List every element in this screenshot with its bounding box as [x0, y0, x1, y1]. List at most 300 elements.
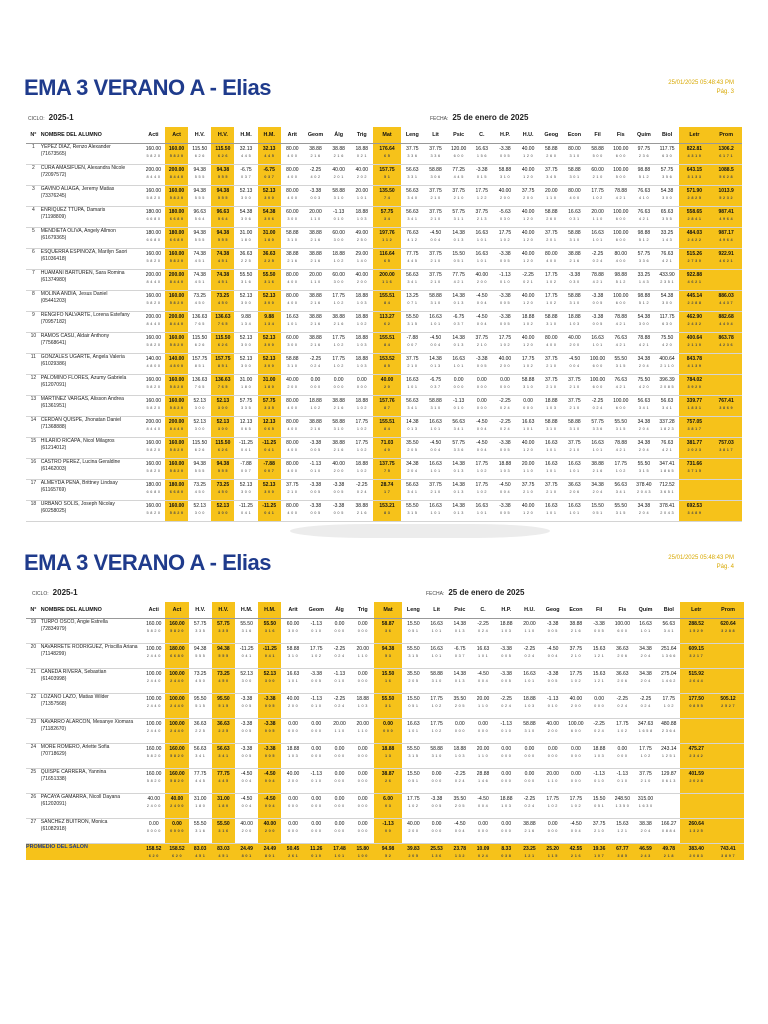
ciclo-label: CICLO: [32, 591, 49, 597]
answer-digits: 3 8 1 7 [687, 427, 702, 431]
score-value: 784.02 [686, 377, 703, 383]
average-cell [328, 844, 351, 860]
score-cell [517, 165, 540, 186]
column-header: Lit [424, 127, 447, 144]
score-cell [564, 769, 587, 794]
answer-digits: 0 0 0 [501, 829, 512, 833]
score-value: 34.38 [406, 461, 419, 467]
answer-digits: 3 3 6 [638, 259, 649, 263]
score-value [710, 480, 742, 489]
score-value: 38.88 [309, 314, 322, 320]
score-cell [447, 396, 470, 417]
score-value: 571.90 [686, 188, 703, 194]
score-cell [632, 165, 655, 186]
answer-digits: 3 0 6 [264, 217, 275, 221]
student-name-cell [41, 396, 142, 417]
score-cell [258, 480, 281, 501]
student-code: (61165769) [40, 487, 66, 493]
answer-digits: 1 0 1 [430, 511, 441, 515]
answer-digits: 2 1 0 [430, 259, 441, 263]
score-value: 14.38 [452, 461, 465, 467]
score-cell [634, 794, 657, 819]
score-value: 56.63 [660, 398, 674, 404]
score-value: 78.88 [591, 272, 604, 278]
score-value: 100.00 [146, 721, 162, 727]
answer-digits: 2 0 4 [638, 448, 649, 452]
score-value: 52.13 [262, 356, 276, 362]
score-cell [373, 396, 400, 417]
answer-digits: 0 4 1 [264, 654, 275, 658]
score-cell [327, 291, 350, 312]
score-value: 0.00 [333, 377, 344, 383]
answer-digits [680, 803, 712, 809]
answer-digits: 0 0 0 [311, 729, 322, 733]
score-cell [680, 669, 712, 694]
score-cell [563, 480, 586, 501]
score-value: 100.00 [568, 721, 584, 727]
answer-digits: 6 3 0 [662, 322, 673, 326]
answer-digits: 0 0 5 [310, 511, 321, 515]
answer-digits: 0 0 0 [594, 704, 605, 708]
column-header: Fil [586, 127, 609, 144]
score-cell [609, 417, 632, 438]
score-cell [518, 794, 541, 819]
answer-digits: 7 6 5 [194, 385, 205, 389]
score-value: 37.75 [545, 230, 558, 236]
score-value: -2.25 [523, 646, 536, 652]
score-cell [165, 165, 188, 186]
score-value: 0.00 [334, 621, 345, 627]
answer-digits: 2 1 6 [333, 154, 344, 158]
score-value: 80.00 [286, 503, 299, 509]
answer-digits: 1 0 3 [356, 343, 367, 347]
score-cell [518, 719, 541, 744]
score-cell [305, 769, 328, 794]
score-cell [188, 501, 211, 522]
score-cell [212, 819, 235, 844]
score-cell [517, 438, 540, 459]
answer-digits: 1 3 6 6 [661, 654, 676, 658]
student-name-cell [41, 270, 142, 291]
score-value: 80.00 [286, 398, 299, 404]
answer-digits: 0 0 5 [499, 301, 510, 305]
score-cell [142, 417, 165, 438]
score-cell [470, 228, 493, 249]
score-value: 20.00 [546, 771, 559, 777]
score-cell [258, 396, 281, 417]
score-value: 36.63 [616, 646, 629, 652]
answer-digits: 1 0 1 [287, 322, 298, 326]
score-value: -6.75 [263, 167, 275, 173]
score-cell [188, 165, 211, 186]
answer-digits: 3 1 0 [288, 654, 299, 658]
answer-digits: 2 1 0 [430, 280, 441, 284]
column-header: Prom [710, 127, 742, 144]
score-cell [281, 644, 304, 669]
score-value: 35.50 [453, 796, 467, 802]
score-value: 58.88 [521, 377, 535, 383]
student-name: HILARIO RICAPA, Nicol Milagros [40, 438, 115, 444]
answer-digits: 1 0 1 [408, 729, 419, 733]
score-cell [517, 333, 540, 354]
score-value: 54.38 [239, 209, 253, 215]
answer-digits: 1 0 2 [356, 448, 367, 452]
score-cell [655, 459, 678, 480]
answer-digits [710, 510, 742, 516]
score-value: -3.38 [476, 356, 488, 362]
score-cell [328, 819, 351, 844]
table-row [26, 354, 742, 375]
score-cell [373, 186, 400, 207]
score-cell [424, 459, 447, 480]
ciclo-value: 2025-1 [48, 113, 74, 122]
column-header: Leng [401, 127, 424, 144]
row-number: 3 [26, 186, 41, 207]
answer-digits: 6 0 0 [592, 385, 603, 389]
average-cell [611, 844, 634, 860]
average-value: 23.25 [523, 846, 536, 852]
score-cell [305, 794, 328, 819]
score-cell [165, 417, 188, 438]
score-value: 160.00 [168, 461, 185, 467]
score-cell [165, 794, 188, 819]
answer-digits: 2 0 [383, 385, 391, 389]
score-cell [165, 312, 188, 333]
score-cell [609, 312, 632, 333]
score-value: 98.88 [637, 167, 651, 173]
score-cell [657, 669, 680, 694]
score-value: 136.63 [215, 377, 231, 383]
answer-digits: 2 0 4 [640, 829, 651, 833]
answer-digits: 4 5 0 [194, 301, 205, 305]
score-value: 160.00 [145, 146, 162, 152]
score-cell [281, 207, 304, 228]
answer-digits: 3 1 0 [569, 238, 580, 242]
average-digits: 1 0 7 [594, 854, 605, 858]
score-value: 822.81 [686, 146, 703, 152]
answer-digits: 2 0 0 [547, 729, 558, 733]
score-cell [586, 438, 609, 459]
score-cell [586, 459, 609, 480]
score-cell [258, 207, 281, 228]
row-number: 18 [26, 501, 41, 522]
score-cell [493, 144, 516, 165]
score-cell [425, 619, 448, 644]
column-header: Geog [541, 602, 564, 619]
score-cell [470, 270, 493, 291]
score-value: 77.75 [193, 771, 207, 777]
column-header: N° [26, 602, 41, 619]
score-cell [540, 186, 563, 207]
answer-digits: 3 6 [384, 629, 392, 633]
score-value: 200.00 [145, 167, 162, 173]
score-value: 34.38 [637, 503, 651, 509]
score-cell [712, 769, 744, 794]
row-number: 27 [26, 819, 41, 844]
score-value: -11.25 [239, 503, 253, 509]
student-code: (70957182) [40, 319, 67, 325]
answer-digits: 0 0 0 0 [170, 829, 184, 833]
score-cell [710, 438, 742, 459]
table-row [26, 501, 742, 522]
answer-digits: 2 1 0 [569, 385, 580, 389]
score-cell [447, 375, 470, 396]
score-value: 0.00 [357, 796, 368, 802]
answer-digits: 3 1 5 [407, 511, 418, 515]
score-cell [304, 144, 327, 165]
score-cell [373, 417, 400, 438]
score-value: 180.00 [169, 646, 185, 652]
score-value: 37.75 [521, 188, 535, 194]
score-cell [712, 669, 744, 694]
score-value: 18.88 [332, 251, 345, 257]
score-cell [373, 501, 400, 522]
answer-digits: 0 0 5 [310, 490, 321, 494]
score-cell [517, 354, 540, 375]
score-value: 177.50 [688, 696, 704, 702]
score-cell [402, 719, 425, 744]
score-cell [401, 291, 424, 312]
score-value: 77.75 [452, 272, 465, 278]
answer-digits: 0 0 7 [241, 469, 251, 473]
page-number: Pág. 3 [716, 89, 734, 95]
score-value: 17.75 [332, 293, 345, 299]
answer-digits: 5 8 2 0 [146, 448, 161, 452]
score-cell [518, 644, 541, 669]
column-header: H.V. [212, 602, 235, 619]
score-value: 18.88 [453, 746, 467, 752]
score-cell [188, 459, 211, 480]
answer-digits: 0 0 0 [357, 829, 368, 833]
answer-digits: 0 0 5 [499, 322, 510, 326]
average-digits: 3 8 5 [617, 854, 628, 858]
answer-digits: 4 5 0 [217, 490, 228, 494]
answer-digits: 2 4 4 0 [146, 704, 161, 708]
score-cell [679, 396, 711, 417]
score-cell [710, 333, 742, 354]
answer-digits: 0 0 5 [547, 679, 558, 683]
score-cell [281, 249, 304, 270]
answer-digits: 1 5 2 9 [689, 629, 704, 633]
average-digits: 4 5 1 [195, 854, 206, 858]
score-value: 40.00 [263, 821, 277, 827]
answer-digits: 3 0 0 [264, 490, 275, 494]
score-value: 56.63 [614, 482, 627, 488]
score-value: 74.38 [216, 272, 230, 278]
answer-digits: 0 0 4 [569, 364, 580, 368]
score-value: 160.00 [146, 621, 162, 627]
answer-digits: 3 1 0 [523, 385, 534, 389]
answer-digits: 1 0 3 [356, 217, 367, 221]
score-value: 37.75 [406, 146, 419, 152]
answer-digits: 8 4 4 0 [146, 322, 161, 326]
score-value: 57.75 [239, 398, 253, 404]
student-code: (61403998) [40, 676, 67, 682]
answer-digits: 0 0 0 [357, 629, 368, 633]
score-value: 1088.5 [718, 167, 734, 173]
answer-digits: 3 1 0 [569, 427, 580, 431]
score-value: 33.25 [660, 230, 674, 236]
answer-digits: 0 0 0 [499, 385, 510, 389]
answer-digits: 3 4 1 [218, 754, 229, 758]
answer-digits: 3 0 0 [217, 511, 228, 515]
score-cell [142, 694, 165, 719]
score-value: 200.00 [168, 314, 185, 320]
average-value: 42.55 [569, 846, 583, 852]
answer-digits: 1 2 0 [523, 238, 534, 242]
answer-digits: 2 0 4 [638, 364, 649, 368]
average-value: 83.03 [193, 846, 207, 852]
score-cell [165, 207, 188, 228]
answer-digits: 3 0 0 [264, 364, 275, 368]
student-name-cell [41, 694, 142, 719]
header-row [26, 602, 744, 619]
score-value: 37.75 [452, 188, 465, 194]
score-cell [281, 291, 304, 312]
score-value: 20.00 [591, 209, 604, 215]
answer-digits: 1 1 2 [382, 238, 393, 242]
answer-digits: 0 0 5 [431, 804, 442, 808]
answer-digits: 4 0 2 [310, 175, 321, 179]
score-value: -3.38 [591, 314, 604, 320]
answer-digits: 1 0 2 [523, 322, 534, 326]
score-value: 78.88 [614, 440, 627, 446]
answer-digits: 3 0 0 [194, 427, 205, 431]
answer-digits: 6 0 0 [592, 364, 603, 368]
student-name-cell [41, 438, 142, 459]
student-code: (60258025) [40, 508, 67, 514]
student-code: (61361951) [40, 403, 67, 409]
score-cell [540, 144, 563, 165]
student-name-cell [41, 501, 142, 522]
score-cell [657, 694, 680, 719]
score-cell [305, 719, 328, 744]
answer-digits: 5 1 2 [638, 238, 649, 242]
score-cell [563, 144, 586, 165]
score-value: 95.50 [217, 696, 230, 702]
answer-digits [712, 753, 744, 759]
score-value: 52.13 [239, 293, 253, 299]
score-value: 515.26 [686, 251, 703, 257]
average-value: 49.78 [662, 846, 676, 852]
average-cell [305, 844, 328, 860]
score-value: 58.88 [430, 671, 443, 677]
score-cell [609, 480, 632, 501]
score-cell [188, 249, 211, 270]
answer-digits: 2 1 0 [546, 385, 557, 389]
score-value: 76.63 [406, 230, 419, 236]
score-cell [655, 354, 678, 375]
answer-digits: 0 0 5 [499, 154, 510, 158]
score-cell [493, 501, 516, 522]
score-value [712, 644, 744, 653]
score-cell [189, 719, 212, 744]
score-cell [188, 396, 211, 417]
score-cell [305, 669, 328, 694]
student-name: URBANO SOLIS, Joseph Nicolay [40, 501, 115, 507]
score-cell [632, 207, 655, 228]
score-cell [470, 459, 493, 480]
score-value: 462.90 [686, 314, 703, 320]
score-cell [655, 417, 678, 438]
score-value: 15.50 [591, 503, 604, 509]
score-value: -4.50 [499, 482, 511, 488]
score-cell [588, 644, 611, 669]
answer-digits: 2 1 6 [356, 511, 367, 515]
score-value: -3.38 [430, 796, 443, 802]
score-cell [304, 312, 327, 333]
student-code: (70718629) [40, 751, 67, 757]
score-cell [211, 354, 234, 375]
answer-digits: 2 1 0 [430, 217, 441, 221]
answer-digits: 2 1 6 [310, 322, 321, 326]
answer-digits: 3 4 8 9 [687, 511, 702, 515]
score-value: -1.13 [452, 398, 465, 404]
score-value: 58.88 [498, 167, 512, 173]
answer-digits: 0 0 4 [430, 448, 441, 452]
score-value: 180.00 [145, 209, 162, 215]
score-cell [448, 744, 471, 769]
answer-digits: 4 4 5 [195, 779, 206, 783]
score-cell [165, 396, 188, 417]
score-cell [495, 744, 518, 769]
score-value: -4.50 [546, 646, 559, 652]
table-row [26, 228, 742, 249]
column-header: H.P. [495, 602, 518, 619]
score-value: 52.13 [239, 356, 253, 362]
score-value: -4.50 [570, 821, 582, 827]
row-number: 14 [26, 417, 41, 438]
score-cell [679, 480, 711, 501]
score-cell [679, 312, 711, 333]
score-cell [235, 794, 258, 819]
score-value: 17.75 [569, 796, 583, 802]
score-value: 80.00 [286, 461, 299, 467]
score-value: 0.00 [478, 721, 488, 727]
score-cell [304, 438, 327, 459]
score-cell [327, 501, 350, 522]
score-cell [373, 249, 400, 270]
answer-digits: 2 0 5 [407, 448, 418, 452]
score-value: 136.63 [192, 377, 208, 383]
score-cell [471, 619, 494, 644]
student-name: PALOMINO FLORES, Azumy Gabriela [40, 375, 127, 381]
answer-digits: 3 5 6 [662, 175, 673, 179]
score-value: 55.50 [239, 272, 253, 278]
score-cell [165, 375, 188, 396]
score-cell [350, 333, 373, 354]
score-value: -3.38 [593, 621, 605, 627]
answer-digits: 1 0 1 [546, 448, 557, 452]
answer-digits: 1 0 2 [592, 196, 603, 200]
score-value: 17.75 [407, 796, 420, 802]
score-value: -3.38 [332, 503, 345, 509]
score-cell [211, 459, 234, 480]
score-value: -4.50 [477, 671, 489, 677]
student-code: (61679365) [40, 235, 67, 241]
score-value: 38.38 [639, 821, 652, 827]
average-digits: 5 2 [384, 854, 392, 858]
score-value: 78.88 [637, 335, 651, 341]
column-header: H.U. [518, 602, 541, 619]
score-value: 757.05 [686, 419, 703, 425]
table-row [26, 619, 744, 644]
score-value: 396.39 [659, 377, 675, 383]
score-cell [373, 165, 400, 186]
answer-digits: 0 0 4 [476, 427, 487, 431]
score-cell [471, 819, 494, 844]
answer-digits: 0 4 1 [241, 511, 251, 515]
